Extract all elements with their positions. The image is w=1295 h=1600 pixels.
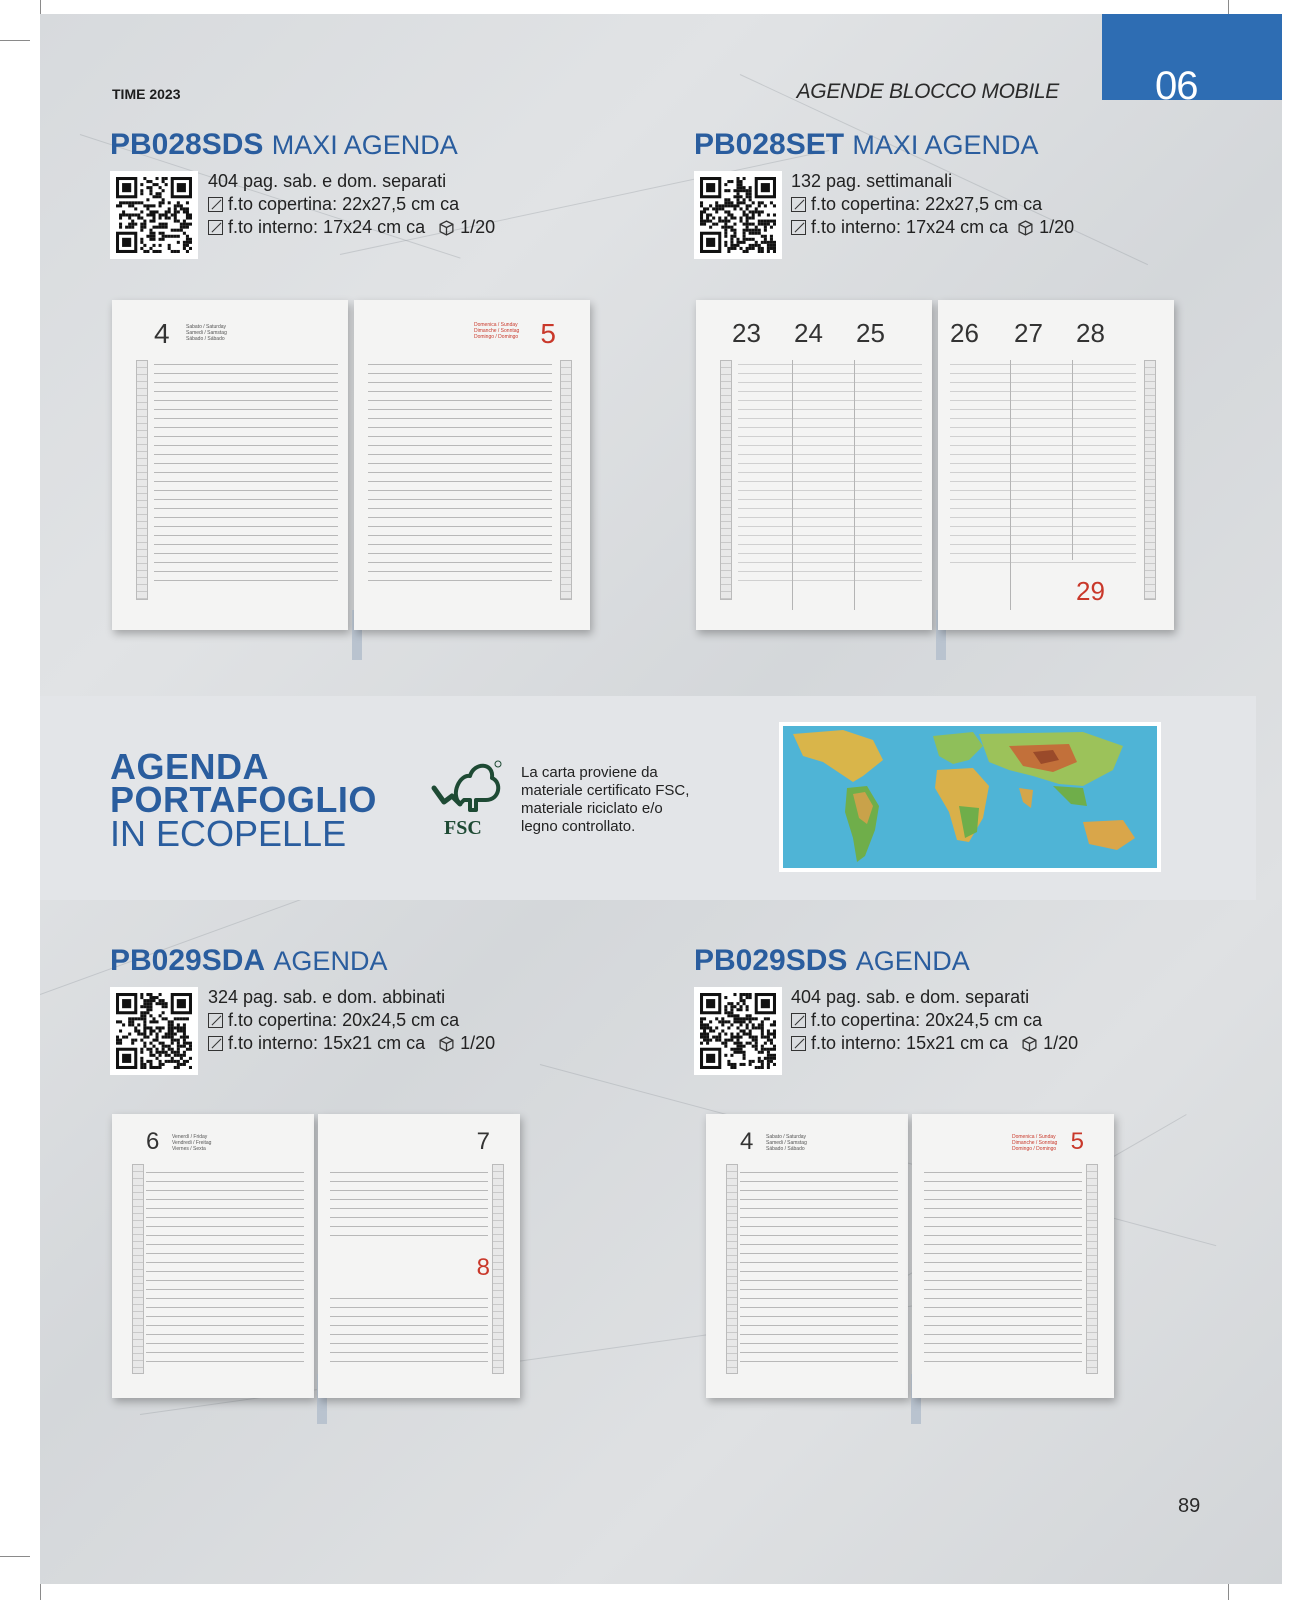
product-name: MAXI AGENDA: [852, 130, 1039, 160]
fsc-label: FSC: [444, 817, 482, 839]
qr-code-icon[interactable]: [694, 987, 782, 1075]
day-number: 28: [1076, 318, 1105, 348]
cover-size-spec: f.to copertina: 20x24,5 cm ca: [791, 1009, 1078, 1032]
day-number: 26: [950, 318, 979, 348]
inner-size-spec: f.to interno: 15x21 cm ca 1/20: [208, 1032, 495, 1055]
cover-size-spec: f.to copertina: 20x24,5 cm ca: [208, 1009, 495, 1032]
day-number: 4: [154, 318, 170, 349]
day-number: 23: [732, 318, 761, 348]
product-specs: [208, 170, 495, 239]
product-name: AGENDA: [273, 946, 388, 976]
box-icon: [438, 219, 455, 236]
cover-size-spec: f.to copertina: 22x27,5 cm ca: [208, 193, 495, 216]
product-specs: [791, 986, 1078, 1055]
pages-spec: 132 pag. settimanali: [791, 171, 953, 191]
day-number: 8: [476, 1254, 490, 1281]
resize-icon: [208, 197, 223, 212]
day-number: 5: [1070, 1128, 1084, 1155]
product-code: PB028SET: [694, 128, 845, 161]
world-map-image: [779, 722, 1161, 872]
product-title: [110, 944, 387, 978]
product-specs: [791, 170, 1074, 239]
resize-icon: [208, 1036, 223, 1051]
agenda-photo: [696, 300, 1174, 660]
box-icon: [438, 1035, 455, 1052]
crop-mark: [0, 1556, 30, 1557]
day-number: 29: [1076, 576, 1105, 606]
day-number: 27: [1014, 318, 1043, 348]
product-specs: [208, 986, 495, 1055]
product-title: [694, 944, 970, 978]
day-number: 24: [794, 318, 823, 348]
fsc-tree-logo: [430, 754, 506, 840]
resize-icon: [791, 1013, 806, 1028]
section-number: 06: [1155, 64, 1198, 108]
product-title: [110, 128, 458, 162]
box-icon: [1021, 1035, 1038, 1052]
pages-spec: 324 pag. sab. e dom. abbinati: [208, 987, 446, 1007]
resize-icon: [208, 220, 223, 235]
page-number: 89: [1178, 1495, 1201, 1517]
agenda-photo: 4 Sabato / Saturday Samedi / Samstag Sábado / Sábado 5 Domenica / Sunday Dimanche / Sonntag Domingo / Domingo: [706, 1114, 1114, 1424]
product-code: PB029SDA: [110, 944, 266, 977]
agenda-photo: 4 Sabato / Saturday Samedi / Samstag Sábado / Sábado 5 Domenica / Sunday Dimanche / Sonntag Domingo / Domingo: [112, 300, 590, 660]
fsc-description: La carta proviene da materiale certificato FSC, materiale riciclato e/o legno controllato.: [521, 764, 690, 835]
qr-code-icon[interactable]: [694, 171, 782, 259]
product-name: AGENDA: [855, 946, 970, 976]
section-title: AGENDE BLOCCO MOBILE: [796, 80, 1059, 103]
resize-icon: [791, 197, 806, 212]
crop-mark: [0, 40, 30, 41]
resize-icon: [208, 1013, 223, 1028]
product-code: PB029SDS: [694, 944, 848, 977]
pages-spec: 404 pag. sab. e dom. separati: [791, 987, 1030, 1007]
ecopelle-title: AGENDA PORTAFOGLIO IN ECOPELLE: [110, 746, 377, 854]
product-title: [694, 128, 1038, 162]
resize-icon: [791, 1036, 806, 1051]
day-number: 5: [540, 318, 556, 349]
inner-size-spec: f.to interno: 17x24 cm ca 1/20: [791, 216, 1074, 239]
resize-icon: [791, 220, 806, 235]
pages-spec: 404 pag. sab. e dom. separati: [208, 171, 447, 191]
box-icon: [1017, 219, 1034, 236]
qr-code-icon[interactable]: [110, 987, 198, 1075]
agenda-photo: 6 Venerdì / Friday Vendredi / Freitag Viernes / Sexta 7 8: [112, 1114, 520, 1424]
cover-size-spec: f.to copertina: 22x27,5 cm ca: [791, 193, 1074, 216]
day-number: 25: [856, 318, 885, 348]
catalog-label: TIME 2023: [112, 86, 181, 102]
product-name: MAXI AGENDA: [271, 130, 458, 160]
day-number: 7: [476, 1128, 490, 1155]
inner-size-spec: f.to interno: 17x24 cm ca 1/20: [208, 216, 495, 239]
inner-size-spec: f.to interno: 15x21 cm ca 1/20: [791, 1032, 1078, 1055]
day-number: 6: [146, 1128, 160, 1155]
qr-code-icon[interactable]: [110, 171, 198, 259]
day-number: 4: [740, 1128, 754, 1155]
product-code: PB028SDS: [110, 128, 264, 161]
